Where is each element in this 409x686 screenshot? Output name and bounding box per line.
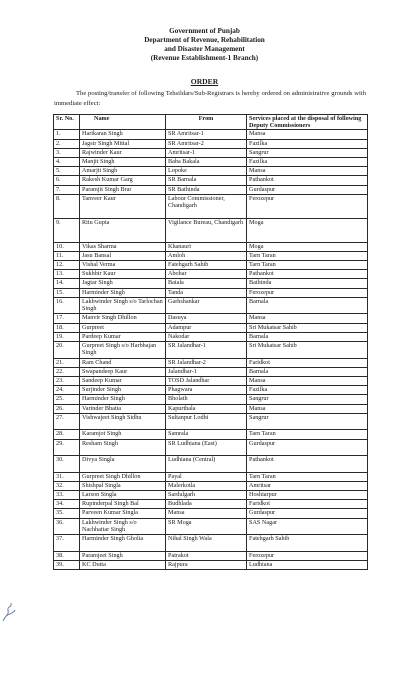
cell-srno: 28. <box>54 430 80 439</box>
table-row <box>54 167 368 176</box>
cell-from: SR Jalandhar-1 <box>166 342 247 359</box>
cell-name: Harminder Singh <box>80 288 166 297</box>
cell-from: Ludhiana (Central) <box>166 456 247 473</box>
table-row <box>54 395 368 404</box>
cell-posting: Gurdaspur <box>247 439 368 456</box>
cell-from: SR Barnala <box>166 176 247 185</box>
cell-from: Amloh <box>166 251 247 260</box>
table-row <box>54 535 368 552</box>
cell-posting: Fatehgarh Sahib <box>247 535 368 552</box>
cell-srno: 26. <box>54 404 80 413</box>
table-row <box>54 376 368 385</box>
cell-name: Parveen Kumar Singla <box>80 509 166 518</box>
cell-posting: Tarn Taran <box>247 261 368 270</box>
cell-posting: Sri Mukatsar Sahib <box>247 342 368 359</box>
table-row <box>54 323 368 332</box>
cell-posting: Ferozepur <box>247 551 368 560</box>
cell-posting: Gurdaspur <box>247 185 368 194</box>
cell-srno: 25. <box>54 395 80 404</box>
cell-from: SR Amritsar-2 <box>166 139 247 148</box>
cell-name: Shishpal Singla <box>80 481 166 490</box>
cell-srno: 35. <box>54 509 80 518</box>
cell-srno: 20. <box>54 342 80 359</box>
table-row <box>54 386 368 395</box>
cell-name: Resham Singh <box>80 439 166 456</box>
cell-name: Ram Chand <box>80 358 166 367</box>
cell-from: Nihal Singh Wala <box>166 535 247 552</box>
cell-from: SR Amritsar-1 <box>166 130 247 139</box>
cell-from: Mansa <box>166 509 247 518</box>
cell-name: Surjinder Singh <box>80 386 166 395</box>
cell-name: Harminder Singh Gholia <box>80 535 166 552</box>
cell-posting: Barnala <box>247 332 368 341</box>
cell-posting: Pathankot <box>247 270 368 279</box>
cell-from: Phagwara <box>166 386 247 395</box>
table-row <box>54 358 368 367</box>
cell-name: Ritu Gupta <box>80 218 166 242</box>
cell-name: Varinder Bhatia <box>80 404 166 413</box>
table-row <box>54 518 368 535</box>
cell-from: TOSD Jalandhar <box>166 376 247 385</box>
cell-posting: Fazilka <box>247 386 368 395</box>
cell-from: Lopoke <box>166 167 247 176</box>
cell-name: Sukhbir Kaur <box>80 270 166 279</box>
table-row <box>54 430 368 439</box>
cell-srno: 39. <box>54 561 80 570</box>
table-body <box>54 130 368 570</box>
table-row <box>54 251 368 260</box>
cell-name: Jagsir Singh Mittal <box>80 139 166 148</box>
cell-srno: 6. <box>54 176 80 185</box>
cell-from: Baba Bakala <box>166 157 247 166</box>
cell-srno: 32. <box>54 481 80 490</box>
cell-srno: 22. <box>54 367 80 376</box>
cell-from: Sultanpur Lodhi <box>166 413 247 430</box>
cell-srno: 13. <box>54 270 80 279</box>
cell-srno: 29. <box>54 439 80 456</box>
cell-srno: 3. <box>54 148 80 157</box>
cell-name: Gurpreet Singh Dhillon <box>80 472 166 481</box>
cell-srno: 9. <box>54 218 80 242</box>
table-row <box>54 500 368 509</box>
cell-srno: 31. <box>54 472 80 481</box>
table-row <box>54 130 368 139</box>
cell-from: Batala <box>166 279 247 288</box>
cell-name: Jasu Bansal <box>80 251 166 260</box>
table-row <box>54 261 368 270</box>
cell-name: Divya Singla <box>80 456 166 473</box>
cell-posting: Sri Mukatsar Sahib <box>247 323 368 332</box>
table-row <box>54 481 368 490</box>
cell-posting: Ferozepur <box>247 288 368 297</box>
table-header-row <box>54 115 368 130</box>
cell-srno: 19. <box>54 332 80 341</box>
cell-posting: Sangrur <box>247 413 368 430</box>
cell-srno: 18. <box>54 323 80 332</box>
cell-name: Vishal Verma <box>80 261 166 270</box>
table-row <box>54 332 368 341</box>
cell-srno: 17. <box>54 314 80 323</box>
cell-posting: Gurdaspur <box>247 509 368 518</box>
table-row <box>54 242 368 251</box>
cell-from: Bholath <box>166 395 247 404</box>
cell-posting: Moga <box>247 242 368 251</box>
cell-name: Vikas Sharma <box>80 242 166 251</box>
cell-srno: 4. <box>54 157 80 166</box>
cell-srno: 38. <box>54 551 80 560</box>
cell-from: Khanauri <box>166 242 247 251</box>
table-row <box>54 270 368 279</box>
table-row <box>54 456 368 473</box>
cell-srno: 16. <box>54 297 80 314</box>
column-header-name: Name <box>80 115 166 130</box>
header-line-2: Department of Revenue, Rehabilitation <box>144 36 265 44</box>
header-line-1: Government of Punjab <box>169 27 240 35</box>
order-title: ORDER <box>190 77 219 86</box>
cell-name: Paramjeet Singh <box>80 551 166 560</box>
cell-from: Dasuya <box>166 314 247 323</box>
cell-posting: Fazilka <box>247 139 368 148</box>
cell-from: SR Moga <box>166 518 247 535</box>
cell-srno: 33. <box>54 491 80 500</box>
cell-posting: Ludhiana <box>247 561 368 570</box>
intro-paragraph <box>54 89 366 108</box>
header-line-4: (Revenue Establishment-1 Branch) <box>150 54 259 62</box>
cell-posting: Pathankot <box>247 176 368 185</box>
cell-srno: 23. <box>54 376 80 385</box>
cell-name: Rakesh Kumar Garg <box>80 176 166 185</box>
cell-from: Patrakot <box>166 551 247 560</box>
cell-srno: 10. <box>54 242 80 251</box>
cell-srno: 7. <box>54 185 80 194</box>
table-row <box>54 194 368 218</box>
cell-name: Manjit Singh <box>80 157 166 166</box>
table-row <box>54 279 368 288</box>
cell-srno: 30. <box>54 456 80 473</box>
cell-from: Jalandhar-1 <box>166 367 247 376</box>
cell-posting: Faridkot <box>247 358 368 367</box>
cell-name: Rupinderpal Singh Bal <box>80 500 166 509</box>
cell-posting: Mansa <box>247 167 368 176</box>
cell-posting: Mansa <box>247 130 368 139</box>
header-line-3: and Disaster Management <box>164 45 245 53</box>
cell-name: Paramjit Singh Brar <box>80 185 166 194</box>
cell-name: Rajwinder Kaur <box>80 148 166 157</box>
cell-from: Budhlada <box>166 500 247 509</box>
table-row <box>54 439 368 456</box>
cell-from: Malerkotla <box>166 481 247 490</box>
cell-from: Fatehgarh Sahib <box>166 261 247 270</box>
cell-from: Tanda <box>166 288 247 297</box>
cell-posting: Tarn Taran <box>247 251 368 260</box>
cell-srno: 8. <box>54 194 80 218</box>
cell-from: Garhshankar <box>166 297 247 314</box>
cell-posting: Fazilka <box>247 157 368 166</box>
cell-name: Vishwajeet Singh Sidhu <box>80 413 166 430</box>
cell-posting: Moga <box>247 218 368 242</box>
cell-posting: SAS Nagar <box>247 518 368 535</box>
cell-posting: Mansa <box>247 404 368 413</box>
cell-srno: 11. <box>54 251 80 260</box>
table-row <box>54 148 368 157</box>
table-row <box>54 561 368 570</box>
cell-name: Karamjot Singh <box>80 430 166 439</box>
cell-srno: 21. <box>54 358 80 367</box>
cell-name: Harminder Singh <box>80 395 166 404</box>
cell-from: Abohar <box>166 270 247 279</box>
cell-name: Gurpreet Singh s/o Harbhajan Singh <box>80 342 166 359</box>
table-row <box>54 491 368 500</box>
cell-from: Sardulgarh <box>166 491 247 500</box>
cell-from: Rajpura <box>166 561 247 570</box>
cell-name: Larson Singla <box>80 491 166 500</box>
handwritten-signature <box>0 586 22 626</box>
table-row <box>54 404 368 413</box>
cell-srno: 15. <box>54 288 80 297</box>
table-row <box>54 185 368 194</box>
cell-srno: 12. <box>54 261 80 270</box>
cell-posting: Sangrur <box>247 395 368 404</box>
table-row <box>54 218 368 242</box>
cell-posting: Barnala <box>247 297 368 314</box>
cell-srno: 2. <box>54 139 80 148</box>
cell-posting: Tarn Taran <box>247 430 368 439</box>
cell-posting: Mansa <box>247 376 368 385</box>
table-row <box>54 342 368 359</box>
cell-posting: Mansa <box>247 314 368 323</box>
cell-srno: 27. <box>54 413 80 430</box>
cell-from: Kapurthala <box>166 404 247 413</box>
cell-name: Amarjit Singh <box>80 167 166 176</box>
cell-name: Lakhwinder Singh s/o Tarlochan Singh <box>80 297 166 314</box>
cell-name: Harikaran Singh <box>80 130 166 139</box>
table-row <box>54 157 368 166</box>
table-row <box>54 288 368 297</box>
column-header-from: From <box>166 115 247 130</box>
cell-srno: 34. <box>54 500 80 509</box>
cell-posting: Amritsar <box>247 481 368 490</box>
cell-from: Amritsar-1 <box>166 148 247 157</box>
column-header-srno: Sr. No. <box>54 115 80 130</box>
table-row <box>54 367 368 376</box>
table-row <box>54 551 368 560</box>
table-row <box>54 472 368 481</box>
column-header-services: Services placed at the disposal of following Deputy Commissioners <box>247 115 368 130</box>
cell-name: KC Dutta <box>80 561 166 570</box>
cell-srno: 14. <box>54 279 80 288</box>
table-row <box>54 509 368 518</box>
cell-from: Nakodar <box>166 332 247 341</box>
cell-srno: 37. <box>54 535 80 552</box>
cell-posting: Pathankot <box>247 456 368 473</box>
cell-from: Samrala <box>166 430 247 439</box>
table-row <box>54 176 368 185</box>
cell-posting: Ferozepur <box>247 194 368 218</box>
cell-from: Payal <box>166 472 247 481</box>
table-row <box>54 139 368 148</box>
cell-from: Vigilance Bureau, Chandigarh <box>166 218 247 242</box>
cell-name: Pardeep Kumar <box>80 332 166 341</box>
cell-from: SR Bathinda <box>166 185 247 194</box>
intro-text: The posting/transfer of following Tehsildars/Sub-Registrars is hereby ordered on administrative grounds with immediate effect: <box>54 90 366 107</box>
table-row <box>54 314 368 323</box>
cell-name: Swapandeep Kaur <box>80 367 166 376</box>
cell-srno: 36. <box>54 518 80 535</box>
transfer-table <box>53 114 368 570</box>
cell-srno: 5. <box>54 167 80 176</box>
cell-posting: Sangrur <box>247 148 368 157</box>
cell-posting: Bathinda <box>247 279 368 288</box>
table-row <box>54 413 368 430</box>
cell-name: Gurpreet <box>80 323 166 332</box>
cell-srno: 1. <box>54 130 80 139</box>
cell-posting: Faridkot <box>247 500 368 509</box>
cell-name: Jagtar Singh <box>80 279 166 288</box>
cell-posting: Tarn Taran <box>247 472 368 481</box>
cell-from: SR Ludhiana (East) <box>166 439 247 456</box>
cell-name: Sandeep Kumar <box>80 376 166 385</box>
cell-from: SR Jalandhar-2 <box>166 358 247 367</box>
cell-name: Manvir Singh Dhillon <box>80 314 166 323</box>
cell-name: Lakhwinder Singh s/o Nachhattar Singh <box>80 518 166 535</box>
cell-posting: Barnala <box>247 367 368 376</box>
cell-srno: 24. <box>54 386 80 395</box>
cell-posting: Hoshiarpur <box>247 491 368 500</box>
cell-name: Tanveer Kaur <box>80 194 166 218</box>
cell-from: Labour Commissioner, Chandigarh <box>166 194 247 218</box>
table-row <box>54 297 368 314</box>
cell-from: Adampur <box>166 323 247 332</box>
